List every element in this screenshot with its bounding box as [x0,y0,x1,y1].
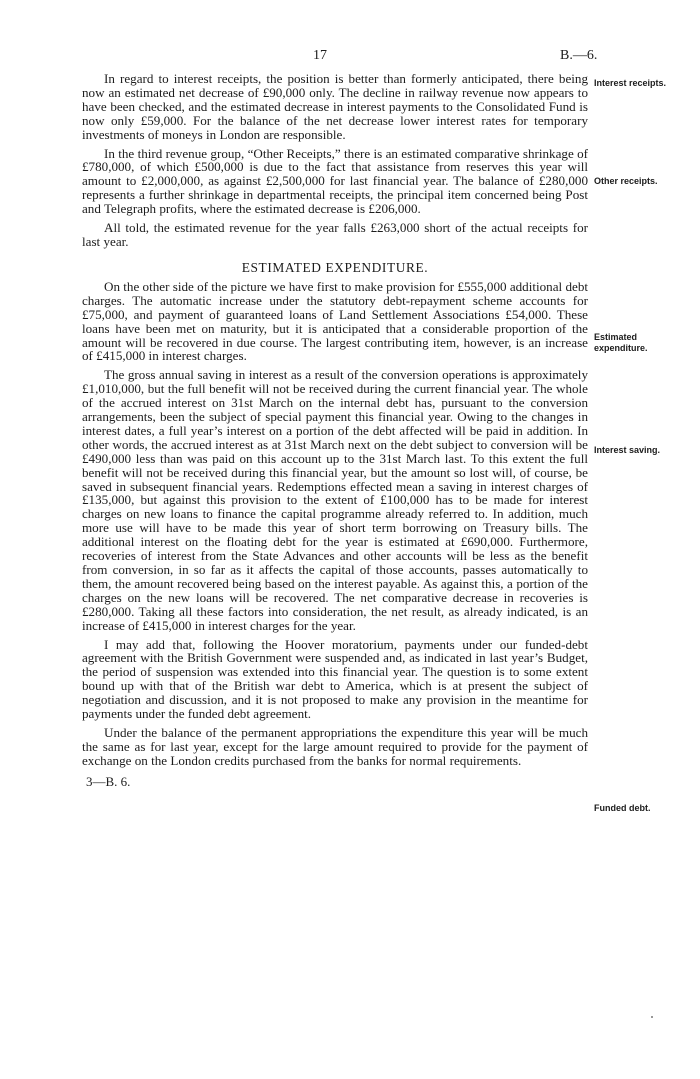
margin-note-other-receipts: Other receipts. [594,176,658,186]
paragraph-estimated-expenditure: On the other side of the picture we have first to make provision for £555,000 additional debt charges. The automatic increase under the statutory debt-repayment scheme accounts for £75,000, and payment of guaranteed loans of Land Settlement Associations £54,000. These loans have been met on maturity, but it is anticipated that a considerable proportion of the amount will be recovered in due course. The largest contributing item, however, is an increase of £415,000 in interest charges. [82,278,588,364]
paragraph-interest-saving: The gross annual saving in interest as a result of the conversion operations is approximately £1,010,000, but the full benefit will not be received during the current financial year. The whole of the accrued interest on 31st March on the internal debt has, pursuant to the conversion arrangements, been the subject of special payment this financial year. Owing to the changes in interest dates, a full year’s interest on a portion of the debt affected will be paid in addition. In other words, the accrued interest as at 31st March next on the debt subject to conversion will be £490,000 less than was paid on this account up to the 31st March last. To this extent the full benefit will not be received during this financial year, but the amount so lost will, of course, be saved in subsequent financial years. Redemptions effected mean a saving in interest charges of £135,000, but against this provision to the extent of £100,000 has to be made for interest charges on new loans to finance the capital programme already referred to. In addition, much more use will have to be made this year of short term borrowing on Treasury bills. The additional interest on the floating debt for the year is estimated at £690,000. Furthermore, recoveries of interest from the State Advances and other accounts will be less as the benefit from conversion, in so far as it affects the capital of those accounts, passes automatically to them, the amount recovered being based on the interest payable. As against this, a portion of the charges on the new loans will be recovered. The net comparative decrease in recoveries is £280,000. Taking all these factors into consideration, the net result, as already indicated, is an increase of £415,000 in interest charges for the year. [82,367,588,633]
margin-note-interest-receipts: Interest receipts. [594,78,667,88]
paragraph-other-receipts: In the third revenue group, “Other Receipts,” there is an estimated comparative shrinkage of £780,000, of which £500,000 is due to the fact that assistance from reserves this year will amount to £2,000,000, as against £2,500,000 for last financial year. The balance of £280,000 represents a further shrinkage in departmental receipts, the principal item concerned being Post and Telegraph profits, where the estimated decrease is £206,000. [82,145,588,217]
page-number: 17 [313,48,327,63]
paragraph-permanent-appropriations: Under the balance of the permanent appropriations the expenditure this year will be much the same as for last year, except for the large amount required to provide for the payment of exchange on the London credits purchased from the banks for normal requirements. [82,724,588,768]
paragraph-interest-receipts: In regard to interest receipts, the position is better than formerly anticipated, there being now an estimated net decrease of £90,000 only. The decline in railway revenue now appears to have been checked, and the estimated decrease in interest payments to the Consolidated Fund is now only £59,000. For the balance of the net decrease lower interest rates for temporary investments of moneys in London are responsible. [82,71,588,142]
paragraph-revenue-summary: All told, the estimated revenue for the year falls £263,000 short of the actual receipts for last year. [82,220,588,249]
margin-note-funded-debt: Funded debt. [594,803,651,813]
scan-speck [651,1016,653,1018]
margin-note-estimated-expenditure: Estimated expenditure. [594,332,648,353]
body-text [82,72,588,790]
paragraph-funded-debt: I may add that, following the Hoover moratorium, payments under our funded-debt agreement with the British Government were suspended and, as indicated in last year’s Budget, the period of suspension was extended into this financial year. The question is to some extent bound up with that of the British war debt to America, which is at present the subject of negotiation and discussion, and it is not proposed to make any provision in the meantime for payments under the funded debt agreement. [82,636,588,722]
document-reference: B.—6. [560,48,598,63]
signature-mark: 3—B. 6. [86,773,131,789]
margin-note-interest-saving: Interest saving. [594,445,661,455]
section-heading: ESTIMATED EXPENDITURE. [241,259,429,275]
